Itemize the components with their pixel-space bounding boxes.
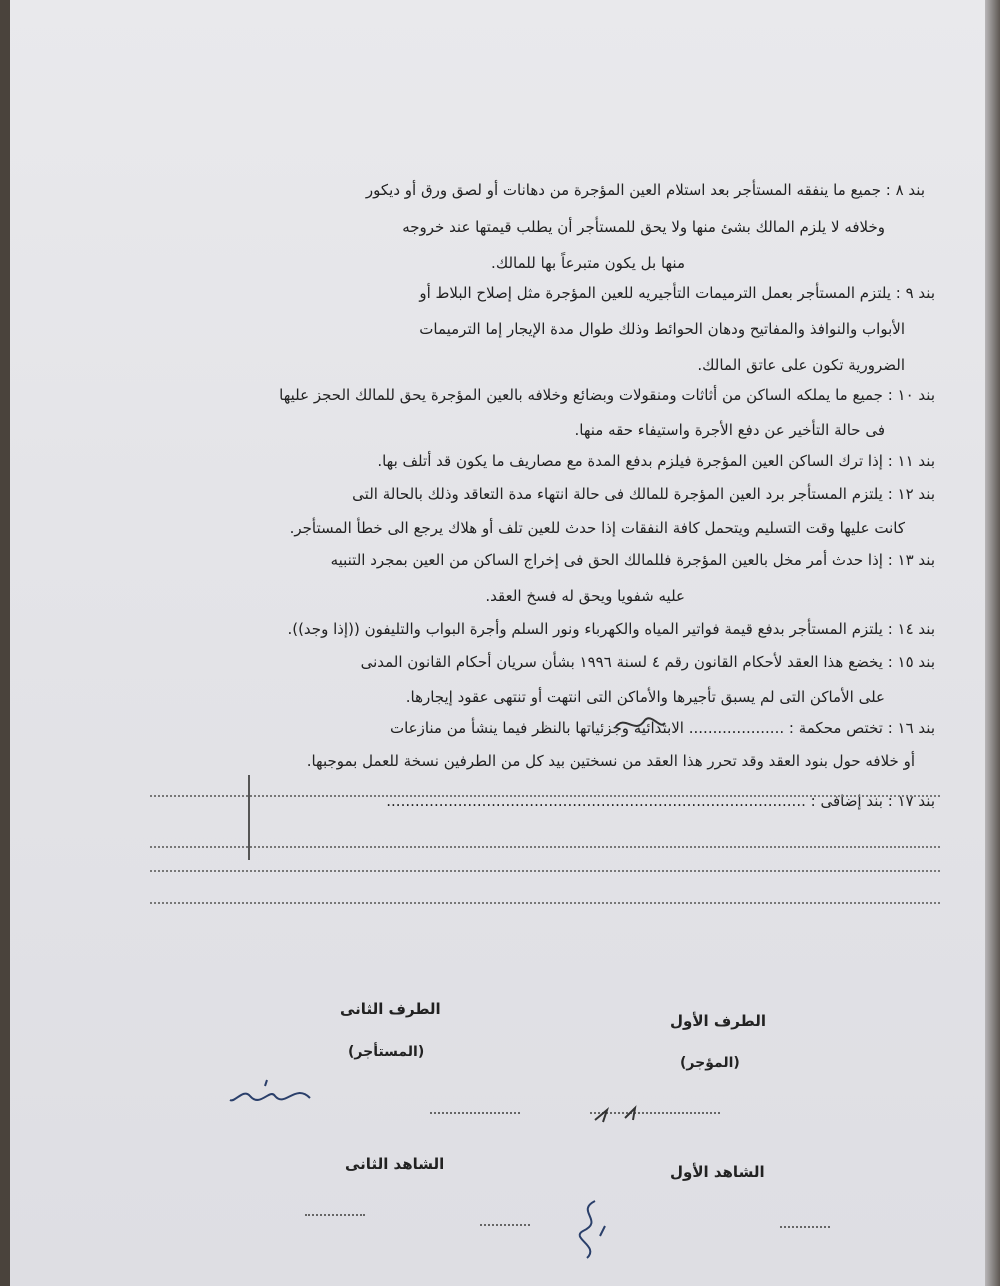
blank-line-4 bbox=[150, 902, 940, 904]
first-party-role: (المؤجر) bbox=[680, 1055, 740, 1071]
handwritten-mark-middle bbox=[585, 1100, 645, 1130]
handwritten-signature-second-party bbox=[225, 1078, 315, 1118]
blank-line-2 bbox=[150, 846, 940, 848]
clause-15-line-2: على الأماكن التى لم يسبق تأجيرها والأماكن التى انتهت أو تنتهى عقود إيجارها. bbox=[405, 688, 885, 706]
handwritten-mark-witness bbox=[565, 1196, 615, 1266]
handwritten-mark-clause-16 bbox=[610, 708, 670, 738]
clause-13-line-1: بند ١٣ : إذا حدث أمر مخل بالعين المؤجرة فللمالك الحق فى إخراج الساكن من العين بمجرد التنبيه bbox=[330, 551, 935, 569]
page-edge-shadow-right bbox=[985, 0, 1000, 1286]
clause-9-line-2: الأبواب والنوافذ والمفاتيح ودهان الحوائط وذلك طوال مدة الإيجار إما الترميمات bbox=[419, 320, 905, 338]
second-party-role: (المستأجر) bbox=[348, 1044, 425, 1060]
clause-16-line-1: بند ١٦ : تختص محكمة : .................... الابتدائية وجزئياتها بالنظر فيما ينشأ من منازعات bbox=[389, 719, 935, 737]
clause-16-line-2: أو خلافه حول بنود العقد وقد تحرر هذا العقد من نسختين بيد كل من الطرفين نسخة للعمل بموجبها. bbox=[306, 752, 915, 770]
clause-8-line-2: وخلافه لا يلزم المالك بشئ منها ولا يحق للمستأجر أن يطلب قيمتها عند خروجه bbox=[402, 218, 885, 236]
clause-12-line-2: كانت عليها وقت التسليم ويتحمل كافة النفقات إذا حدث للعين تلف أو هلاك يرجع الى خطأ المستأجر. bbox=[289, 519, 905, 537]
clause-14-line-1: بند ١٤ : يلتزم المستأجر بدفع قيمة فواتير المياه والكهرباء ونور السلم وأجرة البواب والتليفون ((إذا وجد)). bbox=[287, 620, 935, 638]
first-party-label: الطرف الأول bbox=[670, 1012, 767, 1030]
first-witness-label: الشاهد الأول bbox=[670, 1163, 765, 1181]
blank-line-3 bbox=[150, 870, 940, 872]
clause-8-line-1: بند ٨ : جميع ما ينفقه المستأجر بعد استلام العين المؤجرة من دهانات أو لصق ورق أو ديكور bbox=[365, 181, 925, 199]
clause-9-line-3: الضرورية تكون على عاتق المالك. bbox=[697, 356, 905, 374]
page-edge-shadow-left bbox=[0, 0, 10, 1286]
clause-15-line-1: بند ١٥ : يخضع هذا العقد لأحكام القانون رقم ٤ لسنة ١٩٩٦ بشأن سريان أحكام القانون المدنى bbox=[360, 653, 935, 671]
clause-9-line-1: بند ٩ : يلتزم المستأجر بعمل الترميمات التأجيريه للعين المؤجرة مثل إصلاح البلاط أو bbox=[419, 284, 935, 302]
second-party-label: الطرف الثانى bbox=[340, 1000, 441, 1018]
first-witness-signature-line bbox=[780, 1226, 830, 1228]
clause-12-line-1: بند ١٢ : يلتزم المستأجر برد العين المؤجرة للمالك فى حالة انتهاء مدة التعاقد وذلك بالحالة التى bbox=[352, 485, 935, 503]
second-witness-signature-line-2 bbox=[480, 1224, 530, 1226]
second-witness-label: الشاهد الثانى bbox=[345, 1155, 445, 1173]
blank-line-1 bbox=[150, 795, 940, 797]
clause-11-line-1: بند ١١ : إذا ترك الساكن العين المؤجرة فيلزم بدفع المدة مع مصاريف ما يكون قد أتلف بها. bbox=[377, 452, 935, 470]
contract-page bbox=[10, 0, 985, 1286]
second-party-signature-line bbox=[430, 1112, 520, 1114]
clause-10-line-1: بند ١٠ : جميع ما يملكه الساكن من أثاثات ومنقولات وبضائع وخلافه بالعين المؤجرة يحق للمالك الحجز عليها bbox=[279, 386, 935, 404]
margin-rule bbox=[248, 775, 250, 860]
clause-10-line-2: فى حالة التأخير عن دفع الأجرة واستيفاء حقه منها. bbox=[574, 421, 885, 439]
clause-8-line-3: منها بل يكون متبرعاً بها للمالك. bbox=[491, 254, 685, 272]
clause-17-line-1: بند ١٧ : بند إضافى : ........................................................................................ bbox=[386, 792, 935, 810]
clause-13-line-2: عليه شفويا ويحق له فسخ العقد. bbox=[485, 587, 685, 605]
second-witness-signature-line bbox=[305, 1214, 365, 1216]
